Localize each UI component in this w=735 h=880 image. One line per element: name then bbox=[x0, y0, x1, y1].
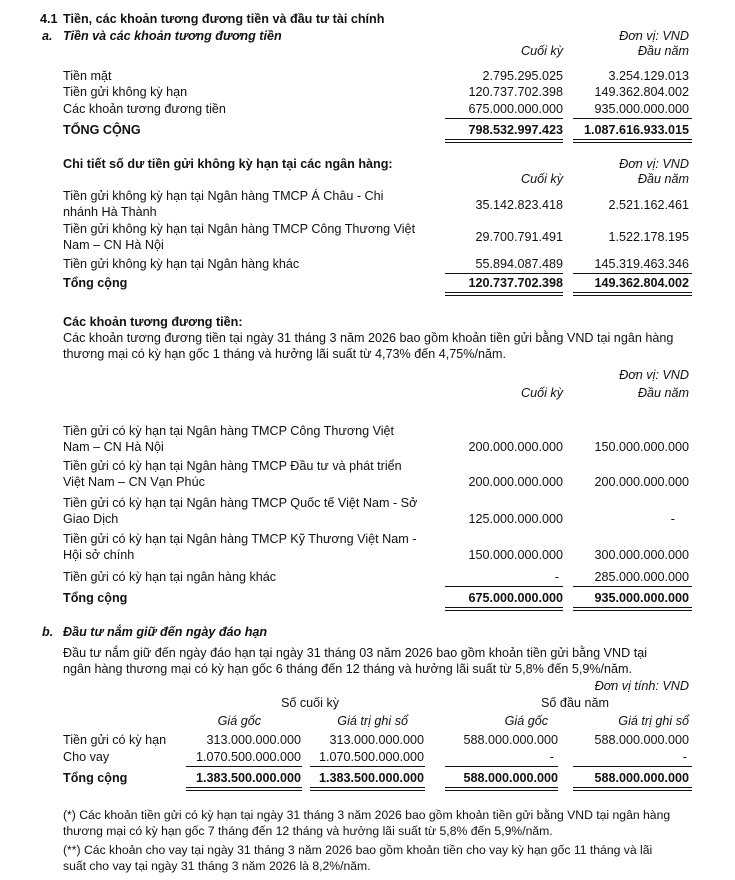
total-cell: 588.000.000.000 bbox=[463, 771, 558, 785]
footnote-1-line: (*) Các khoản tiền gửi có kỳ hạn tại ngày 31 tháng 3 năm 2026 bao gồm khoản tiền gửi bằng VND tại ngân hàng bbox=[63, 808, 671, 822]
table-row-label: Tiền gửi có kỳ hạn tại Ngân hàng TMCP Quốc tế Việt Nam - Sở bbox=[63, 496, 418, 510]
table-cell-end: 675.000.000.000 bbox=[468, 102, 563, 116]
table-cell: - bbox=[549, 750, 554, 764]
subtotal-rule bbox=[445, 586, 563, 587]
table-cell-end: 125.000.000.000 bbox=[468, 512, 563, 526]
col-book-begin: Giá trị ghi sổ bbox=[618, 714, 689, 728]
table-cell-end: 55.894.087.489 bbox=[475, 257, 563, 271]
demand-detail-unit: Đơn vị: VND bbox=[619, 157, 689, 171]
total-double-rule bbox=[445, 787, 558, 791]
total-double-rule bbox=[573, 787, 692, 791]
table-row-label: Cho vay bbox=[63, 750, 110, 764]
table-row-label: Tiền gửi không kỳ hạn tại Ngân hàng TMCP Á Châu - Chi bbox=[63, 189, 384, 203]
subtotal-rule bbox=[445, 118, 563, 119]
table-cell-end: 2.795.295.025 bbox=[482, 69, 563, 83]
table-cell-begin: 2.521.162.461 bbox=[608, 198, 689, 212]
total-label: TỔNG CỘNG bbox=[63, 123, 141, 137]
section-number: 4.1 bbox=[40, 12, 58, 26]
part-a-col-begin: Đầu năm bbox=[637, 44, 689, 58]
equivalents-title: Các khoản tương đương tiền: bbox=[63, 315, 243, 329]
part-b-paragraph-line: ngân hàng thương mại có kỳ hạn gốc 6 tháng đến 12 tháng và hưởng lãi suất từ 5,8% đến 5,9%/năm. bbox=[63, 662, 633, 676]
table-row-label: Tiền gửi không kỳ hạn tại Ngân hàng TMCP Công Thương Việt bbox=[63, 222, 416, 236]
table-cell-end: - bbox=[554, 570, 559, 584]
table-cell-end: 35.142.823.418 bbox=[475, 198, 563, 212]
subtotal-rule bbox=[573, 586, 692, 587]
table-cell: 313.000.000.000 bbox=[329, 733, 424, 747]
total-double-rule bbox=[445, 607, 563, 611]
total-end: 798.532.997.423 bbox=[468, 123, 563, 137]
table-row-label-cont: Giao Dịch bbox=[63, 512, 119, 526]
table-cell-end: 29.700.791.491 bbox=[475, 230, 563, 244]
col-cost-end: Giá gốc bbox=[217, 714, 261, 728]
section-title: Tiền, các khoản tương đương tiền và đầu tư tài chính bbox=[63, 12, 385, 26]
table-cell-begin: 285.000.000.000 bbox=[594, 570, 689, 584]
table-row-label-cont: Nam – CN Hà Nội bbox=[63, 440, 164, 454]
total-label: Tổng cộng bbox=[63, 771, 128, 785]
col-cost-begin: Giá gốc bbox=[504, 714, 548, 728]
table-row-label: Tiền gửi có kỳ hạn tại Ngân hàng TMCP Kỹ Thương Việt Nam - bbox=[63, 532, 417, 546]
table-cell-begin: 3.254.129.013 bbox=[608, 69, 689, 83]
total-begin: 149.362.804.002 bbox=[594, 276, 689, 290]
table-row-label: Tiền gửi có kỳ hạn tại Ngân hàng TMCP Đầu tư và phát triển bbox=[63, 459, 402, 473]
table-cell: 313.000.000.000 bbox=[206, 733, 301, 747]
table-cell-begin: - bbox=[670, 512, 675, 526]
table-row-label: Tiền gửi có kỳ hạn tại Ngân hàng TMCP Công Thương Việt bbox=[63, 424, 395, 438]
total-double-rule bbox=[573, 139, 692, 143]
table-cell-end: 120.737.702.398 bbox=[468, 85, 563, 99]
part-a-unit: Đơn vị: VND bbox=[619, 29, 689, 43]
table-cell-begin: 935.000.000.000 bbox=[594, 102, 689, 116]
total-double-rule bbox=[445, 139, 563, 143]
total-label: Tổng cộng bbox=[63, 276, 128, 290]
part-b-paragraph-line: Đầu tư nắm giữ đến ngày đáo hạn tại ngày 31 tháng 03 năm 2026 bao gồm khoản tiền gửi bằng VND tại bbox=[63, 646, 648, 660]
total-double-rule bbox=[186, 787, 302, 791]
group-header-end: Số cuối kỳ bbox=[280, 696, 340, 710]
part-a-col-end: Cuối kỳ bbox=[521, 44, 563, 58]
table-cell-begin: 200.000.000.000 bbox=[594, 475, 689, 489]
table-row-label-cont: nhánh Hà Thành bbox=[63, 205, 157, 219]
total-begin: 935.000.000.000 bbox=[594, 591, 689, 605]
part-a-letter: a. bbox=[42, 29, 53, 43]
total-end: 120.737.702.398 bbox=[468, 276, 563, 290]
table-cell: 588.000.000.000 bbox=[463, 733, 558, 747]
table-cell-end: 150.000.000.000 bbox=[468, 548, 563, 562]
table-cell: 1.070.500.000.000 bbox=[195, 750, 301, 764]
total-double-rule bbox=[573, 292, 692, 296]
table-row-label: Các khoản tương đương tiền bbox=[63, 102, 226, 116]
total-cell: 1.383.500.000.000 bbox=[195, 771, 301, 785]
part-b-unit: Đơn vị tính: VND bbox=[594, 679, 689, 693]
table-row-label: Tiền gửi không kỳ hạn bbox=[63, 85, 188, 99]
table-row-label-cont: Việt Nam – CN Vạn Phúc bbox=[63, 475, 205, 489]
equivalents-col-end: Cuối kỳ bbox=[521, 386, 563, 400]
col-book-end: Giá trị ghi sổ bbox=[337, 714, 408, 728]
demand-col-begin: Đầu năm bbox=[637, 172, 689, 186]
table-cell-end: 200.000.000.000 bbox=[468, 475, 563, 489]
subtotal-rule bbox=[445, 273, 563, 274]
footnote-1-line: thương mại có kỳ hạn gốc 7 tháng đến 12 tháng và hưởng lãi suất từ 5,8% đến 5,9%/năm. bbox=[63, 824, 553, 838]
table-row-label: Tiền gửi không kỳ hạn tại Ngân hàng khác bbox=[63, 257, 300, 271]
total-double-rule bbox=[445, 292, 563, 296]
total-double-rule bbox=[573, 607, 692, 611]
table-cell: 1.070.500.000.000 bbox=[318, 750, 424, 764]
total-cell: 588.000.000.000 bbox=[594, 771, 689, 785]
subtotal-rule bbox=[310, 766, 425, 767]
table-row-label: Tiền gửi có kỳ hạn tại ngân hàng khác bbox=[63, 570, 277, 584]
table-cell-begin: 145.319.463.346 bbox=[594, 257, 689, 271]
table-row-label-cont: Hội sở chính bbox=[63, 548, 135, 562]
table-cell: - bbox=[682, 750, 687, 764]
total-double-rule bbox=[310, 787, 425, 791]
subtotal-rule bbox=[186, 766, 302, 767]
demand-detail-title: Chi tiết số dư tiền gửi không kỳ hạn tại các ngân hàng: bbox=[63, 157, 393, 171]
table-row-label: Tiền gửi có kỳ hạn bbox=[63, 733, 167, 747]
footnote-2-line: (**) Các khoản cho vay tại ngày 31 tháng 3 năm 2026 bao gồm khoản tiền cho vay kỳ hạn gốc 11 tháng và lãi bbox=[63, 843, 653, 857]
equivalents-paragraph-line: Các khoản tương đương tiền tại ngày 31 tháng 3 năm 2026 bao gồm khoản tiền gửi bằng VND tại ngân hàng bbox=[63, 331, 674, 345]
table-cell: 588.000.000.000 bbox=[594, 733, 689, 747]
group-header-begin: Số đầu năm bbox=[541, 696, 609, 710]
total-cell: 1.383.500.000.000 bbox=[318, 771, 424, 785]
table-cell-begin: 1.522.178.195 bbox=[608, 230, 689, 244]
equivalents-paragraph-line: thương mại có kỳ hạn gốc 1 tháng và hưởng lãi suất từ 4,73% đến 4,75%/năm. bbox=[63, 347, 506, 361]
demand-col-end: Cuối kỳ bbox=[521, 172, 563, 186]
subtotal-rule bbox=[573, 766, 692, 767]
equivalents-col-begin: Đầu năm bbox=[637, 386, 689, 400]
subtotal-rule bbox=[445, 766, 558, 767]
table-cell-begin: 300.000.000.000 bbox=[594, 548, 689, 562]
total-begin: 1.087.616.933.015 bbox=[583, 123, 689, 137]
part-b-letter: b. bbox=[42, 625, 54, 639]
subtotal-rule bbox=[573, 273, 692, 274]
part-b-title: Đầu tư nắm giữ đến ngày đáo hạn bbox=[63, 625, 268, 639]
part-a-title: Tiền và các khoản tương đương tiền bbox=[63, 29, 282, 43]
table-row-label-cont: Nam – CN Hà Nội bbox=[63, 238, 164, 252]
total-label: Tổng cộng bbox=[63, 591, 128, 605]
table-cell-end: 200.000.000.000 bbox=[468, 440, 563, 454]
subtotal-rule bbox=[573, 118, 692, 119]
table-row-label: Tiền mặt bbox=[63, 69, 112, 83]
footnote-2-line: suất cho vay tại ngày 31 tháng 3 năm 2026 là 8,2%/năm. bbox=[63, 859, 371, 873]
total-end: 675.000.000.000 bbox=[468, 591, 563, 605]
equivalents-unit: Đơn vị: VND bbox=[619, 368, 689, 382]
table-cell-begin: 149.362.804.002 bbox=[594, 85, 689, 99]
table-cell-begin: 150.000.000.000 bbox=[594, 440, 689, 454]
